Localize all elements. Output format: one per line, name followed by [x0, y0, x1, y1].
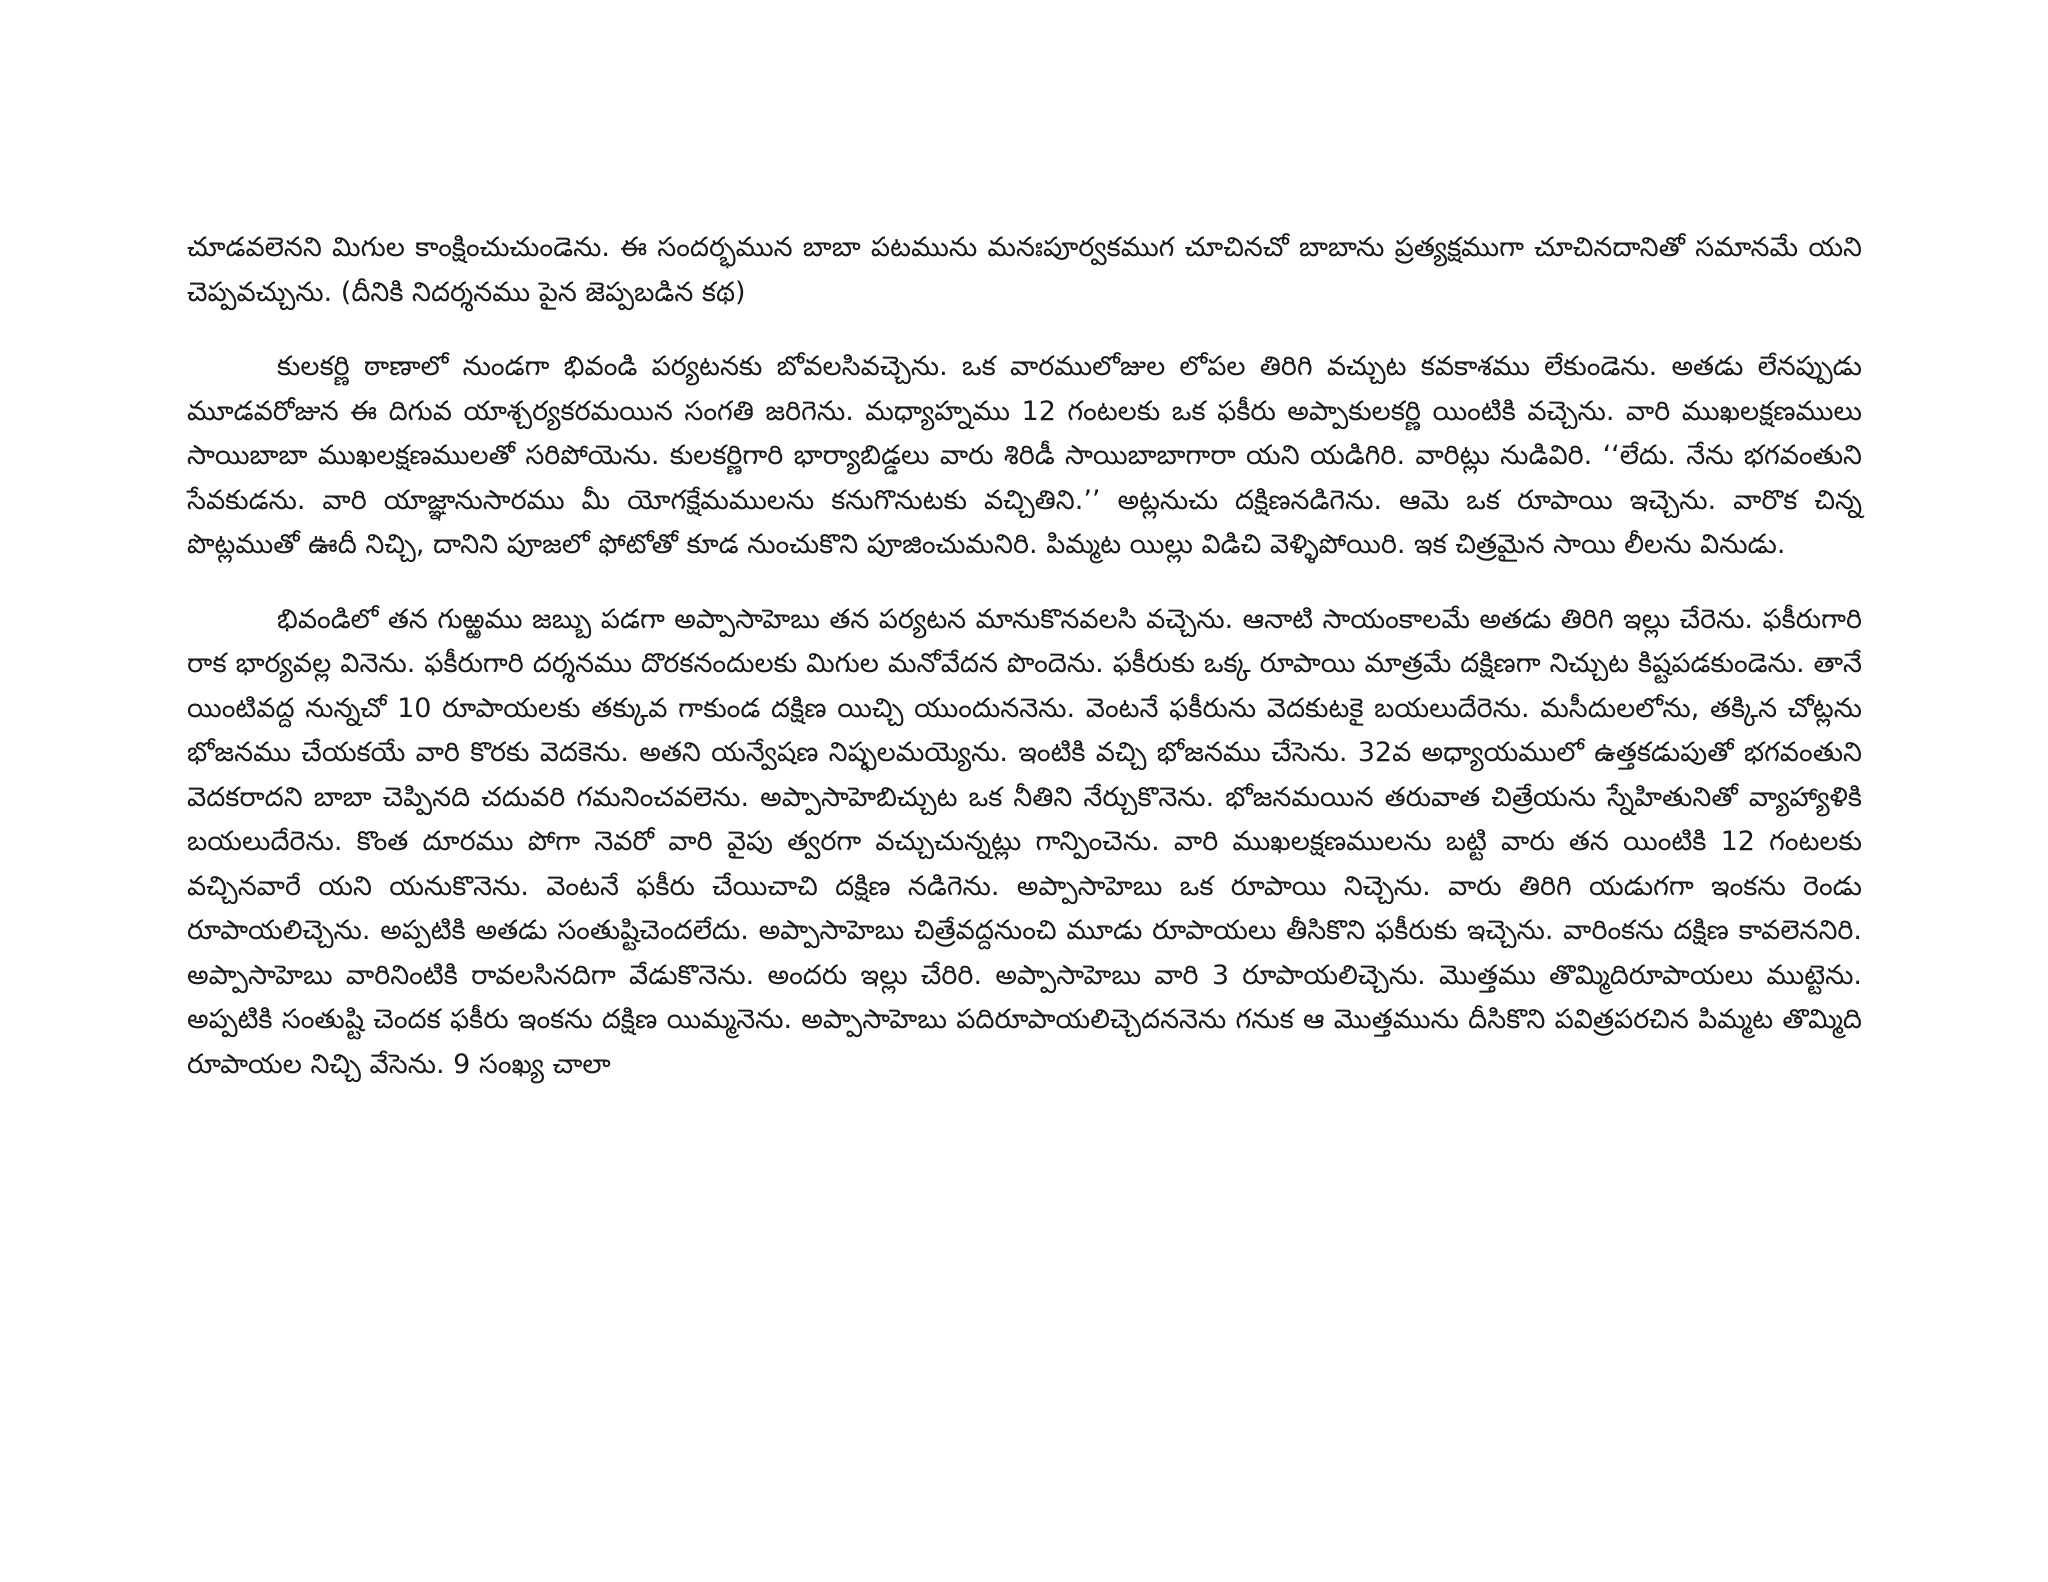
paragraph-3: భివండిలో తన గుఱ్ఱము జబ్బు పడగా అప్పాసాహెబు తన పర్యటన మానుకొనవలసి వచ్చెను. ఆనాటి సాయంకాలమే అతడు తిరిగి ఇల్లు చేరెను. ఫకీరుగారి రాక భార్యవల్ల వినెను. ఫకీరుగారి దర్శనము దొరకనందులకు మిగుల మనోవేదన పొందెను. ఫకీరుకు ఒక్క రూపాయి మాత్రమే దక్షిణగా నిచ్చుట కిష్టపడకుండెను. తానే యింటివద్ద నున్నచో 10 రూపాయలకు తక్కువ గాకుండ దక్షిణ యిచ్చి యుందుననెను. వెంటనే ఫకీరును వెదకుటకై బయలుదేరెను. మసీదులలోను, తక్కిన చోట్లను భోజనము చేయకయే వారి కొరకు వెదకెను. అతని యన్వేషణ నిష్ఫలమయ్యెను. ఇంటికి వచ్చి భోజనము చేసెను. 32వ అధ్యాయములో ఉత్తకడుపుతో భగవంతుని వెదకరాదని బాబా చెప్పినది చదువరి గమనించవలెను. అప్పాసాహెబిచ్చుట ఒక నీతిని నేర్చుకొనెను. భోజనమయిన తరువాత చిత్రేయను స్నేహితునితో వ్యాహ్యాళికి బయలుదేరెను. కొంత దూరము పోగా నెవరో వారి వైపు త్వరగా వచ్చుచున్నట్లు గాన్పించెను. వారి ముఖలక్షణములను బట్టి వారు తన యింటికి 12 గంటలకు వచ్చినవారే యని యనుకొనెను. వెంటనే ఫకీరు చేయిచాచి దక్షిణ నడిగెను. అప్పాసాహెబు ఒక రూపాయి నిచ్చెను. వారు తిరిగి యడుగగా ఇంకను రెండు రూపాయలిచ్చెను. అప్పటికి అతడు సంతుష్టిచెందలేదు. అప్పాసాహెబు చిత్రేవద్దనుంచి మూడు రూపాయలు తీసికొని ఫకీరుకు ఇచ్చెను. వారింకను దక్షిణ కావలెననిరి. అప్పాసాహెబు వారినింటికి రావలసినదిగా వేడుకొనెను. అందరు ఇల్లు చేరిరి. అప్పాసాహెబు వారి 3 రూపాయలిచ్చెను. మొత్తము తొమ్మిదిరూపాయలు ముట్టెను. అప్పటికి సంతుష్టి చెందక ఫకీరు ఇంకను దక్షిణ యిమ్మనెను. అప్పాసాహెబు పదిరూపాయలిచ్చెదననెను గనుక ఆ మొత్తమును దీసికొని పవిత్రపరచిన పిమ్మట తొమ్మిది రూపాయల నిచ్చి వేసెను. 9 సంఖ్య చాలా: [187, 603, 1862, 1080]
paragraph-2: కులకర్ణి ఠాణాలో నుండగా భివండి పర్యటనకు బోవలసివచ్చెను. ఒక వారములోజుల లోపల తిరిగి వచ్చుట కవకాశము లేకుండెను. అతడు లేనప్పుడు మూడవరోజున ఈ దిగువ యాశ్చర్యకరమయిన సంగతి జరిగెను. మధ్యాహ్నము 12 గంటలకు ఒక ఫకీరు అప్పాకులకర్ణి యింటికి వచ్చెను. వారి ముఖలక్షణములు సాయిబాబా ముఖలక్షణములతో సరిపోయెను. కులకర్ణిగారి భార్యాబిడ్డలు వారు శిరిడీ సాయిబాబాగారా యని యడిగిరి. వారిట్లు నుడివిరి. ‘‘లేదు. నేను భగవంతుని సేవకుడను. వారి యాజ్ఞానుసారము మీ యోగక్షేమములను కనుగొనుటకు వచ్చితిని.’’ అట్లనుచు దక్షిణనడిగెను. ఆమె ఒక రూపాయి ఇచ్చెను. వారొక చిన్న పొట్లముతో ఊదీ నిచ్చి, దానిని పూజలో ఫోటోతో కూడ నుంచుకొని పూజించుమనిరి. పిమ్మట యిల్లు విడిచి వెళ్ళిపోయిరి. ఇక చిత్రమైన సాయి లీలను వినుడు.: [187, 351, 1862, 560]
body-text: [187, 226, 1862, 1087]
paragraph-1: చూడవలెనని మిగుల కాంక్షించుచుండెను. ఈ సందర్భమున బాబా పటమును మనఃపూర్వకముగ చూచినచో బాబాను ప్రత్యక్షముగా చూచినదానితో సమానమే యని చెప్పవచ్చును. (దీనికి నిదర్శనము పైన జెప్పబడిన కథ): [187, 232, 1862, 308]
